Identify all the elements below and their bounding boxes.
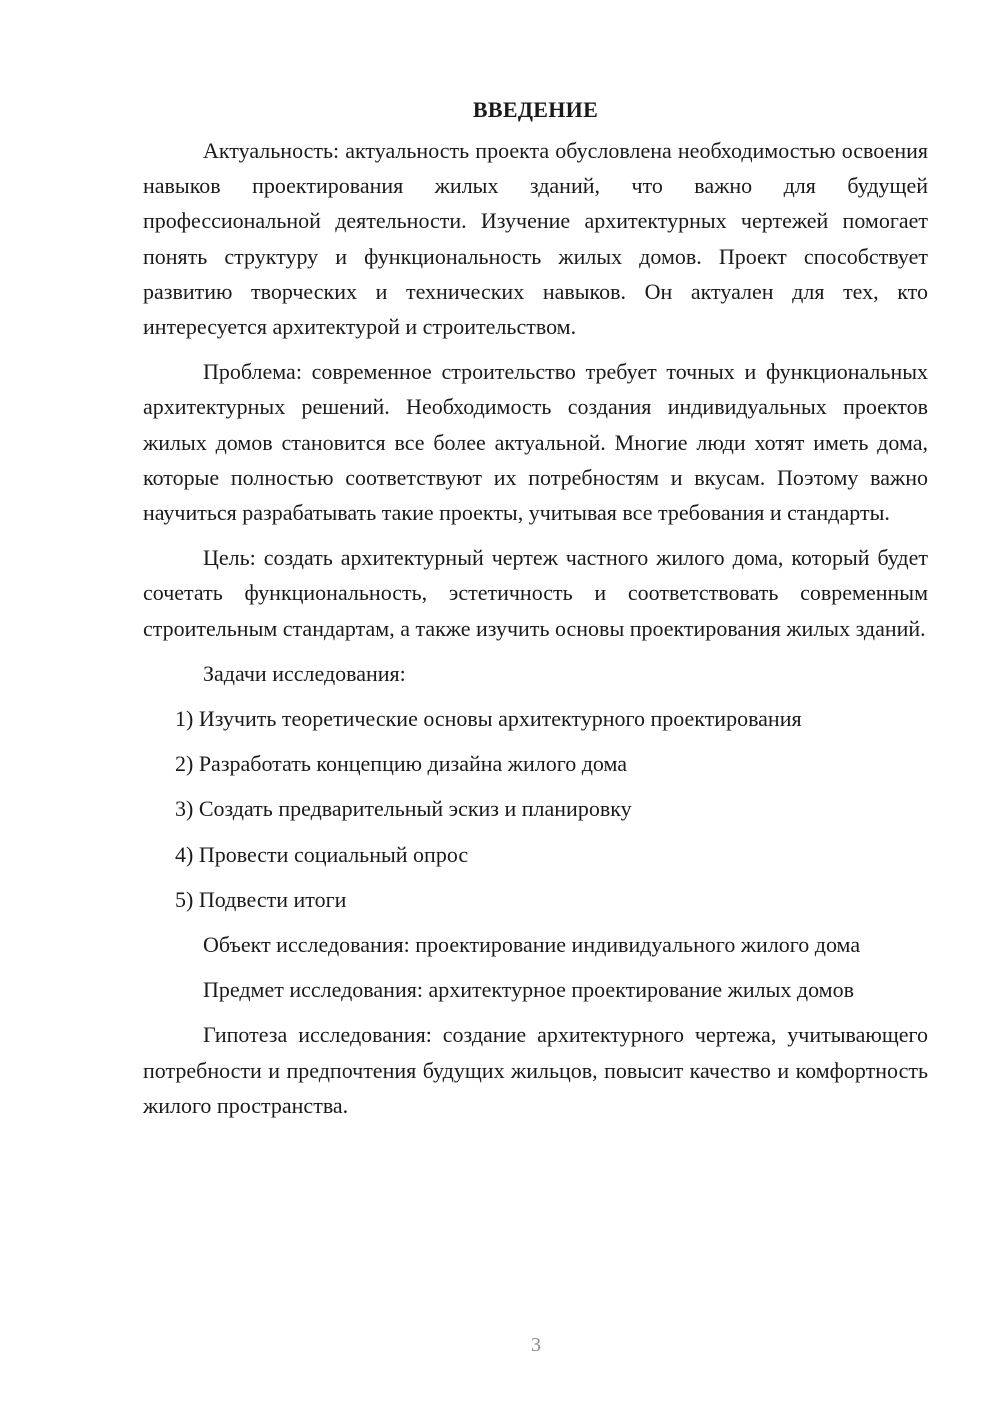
list-item: 2) Разработать концепцию дизайна жилого дома: [175, 751, 628, 777]
list-item: 1) Изучить теоретические основы архитектурного проектирования: [175, 706, 802, 732]
paragraph-problem: Проблема: современное строительство требует точных и функциональных архитектурных решений. Необходимость создания индивидуальных проектов жилых домов становится все более актуальной. Многие люди хотят иметь дома, которые полностью соответствуют их потребностям и вкусам. Поэтому важно научиться разрабатывать такие проекты, учитывая все требования и стандарты.: [143, 359, 928, 526]
list-item: 4) Провести социальный опрос: [175, 841, 469, 867]
page-number: 3: [531, 1334, 541, 1356]
paragraph-object: Объект исследования: проектирование индивидуального жилого дома: [203, 932, 861, 958]
tasks-list: [143, 701, 928, 917]
paragraph-relevance: Актуальность: актуальность проекта обусловлена необходимостью освоения навыков проектирования жилых зданий, что важно для будущей профессиональной деятельности. Изучение архитектурных чертежей помогает понять структуру и функциональность жилых домов. Проект способствует развитию творческих и технических навыков. Он актуален для тех, кто интересуется архитектурой и строительством.: [143, 138, 928, 340]
paragraph-hypothesis: Гипотеза исследования: создание архитектурного чертежа, учитывающего потребности и предпочтения будущих жильцов, повысит качество и комфортность жилого пространства.: [143, 1022, 928, 1118]
list-item: 5) Подвести итоги: [175, 886, 347, 912]
tasks-heading: Задачи исследования:: [203, 660, 406, 686]
list-item: 3) Создать предварительный эскиз и планировку: [175, 796, 632, 822]
paragraph-subject: Предмет исследования: архитектурное проектирование жилых домов: [203, 977, 854, 1003]
page-title: ВВЕДЕНИЕ: [472, 97, 599, 122]
paragraph-goal: Цель: создать архитектурный чертеж частного жилого дома, который будет сочетать функциональность, эстетичность и соответствовать современным строительным стандартам, а также изучить основы проектирования жилых зданий.: [143, 545, 928, 641]
document-page: [143, 93, 928, 1133]
